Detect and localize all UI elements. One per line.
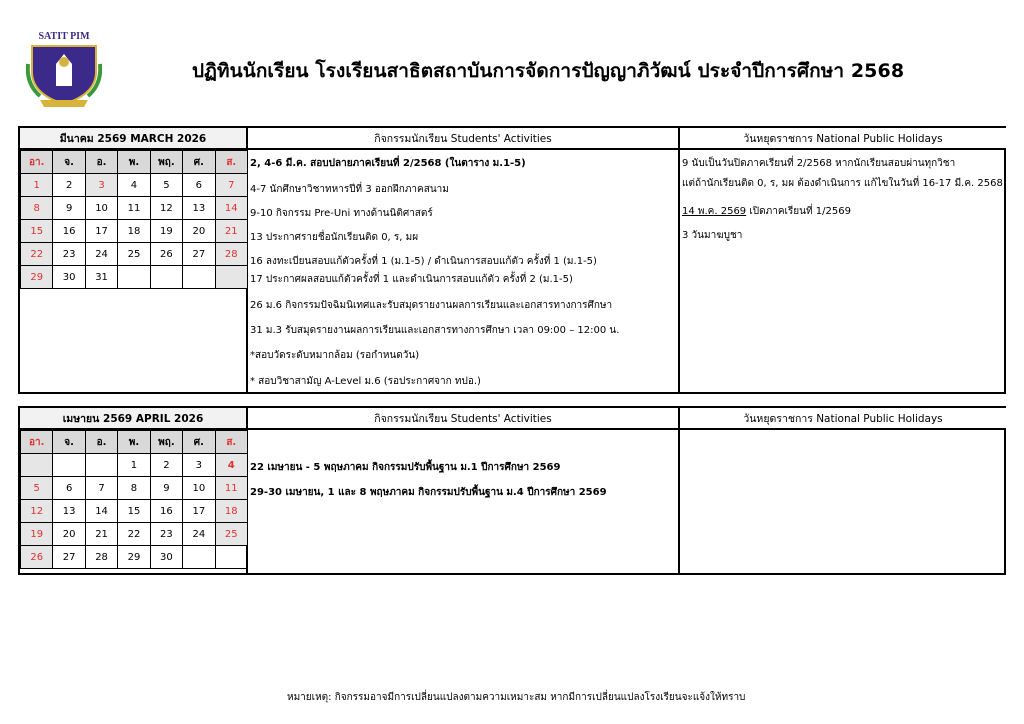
day-cell: 9 [53, 197, 85, 220]
activity-item: 29-30 เมษายน, 1 และ 8 พฤษภาคม กิจกรรมปรับพื้นฐาน ม.4 ปีการศึกษา 2569 [250, 487, 607, 498]
weekday-row [21, 151, 248, 174]
day-cell: 29 [21, 266, 53, 289]
day-cell: 10 [85, 197, 117, 220]
day-cell: 21 [215, 220, 247, 243]
day-cell: 19 [150, 220, 182, 243]
day-cell: 20 [183, 220, 215, 243]
day-cell: 23 [53, 243, 85, 266]
holiday-text: เปิดภาคเรียนที่ 1/2569 [746, 206, 851, 217]
day-cell: 27 [53, 546, 85, 569]
day-cell: 2 [150, 454, 182, 477]
calendar-week [21, 266, 248, 289]
calendar-week [21, 546, 248, 569]
day-cell: 18 [215, 500, 247, 523]
weekday-sat: ส. [215, 151, 247, 174]
march-holidays-header: วันหยุดราชการ National Public Holidays [680, 128, 1006, 150]
holiday-item: 9 นับเป็นวันปิดภาคเรียนที่ 2/2568 หากนักเรียนสอบผ่านทุกวิชา [682, 158, 956, 169]
day-cell: 15 [21, 220, 53, 243]
day-cell: 25 [215, 523, 247, 546]
april-calendar [20, 430, 248, 569]
march-calendar-header: มีนาคม 2569 MARCH 2026 [20, 128, 248, 150]
day-cell: 7 [215, 174, 247, 197]
day-cell: 26 [21, 546, 53, 569]
activity-item: 2, 4-6 มี.ค. สอบปลายภาคเรียนที่ 2/2568 (ในตาราง ม.1-5) [250, 158, 526, 169]
march-calendar [20, 150, 248, 289]
day-cell: 28 [215, 243, 247, 266]
calendar-week [21, 454, 248, 477]
day-cell: 28 [85, 546, 117, 569]
holiday-item: 3 วันมาฆบูชา [682, 230, 743, 241]
day-cell: 3 [183, 454, 215, 477]
weekday-fri: ศ. [183, 431, 215, 454]
day-cell: 17 [85, 220, 117, 243]
weekday-row [21, 431, 248, 454]
april-holidays-header: วันหยุดราชการ National Public Holidays [680, 408, 1006, 430]
day-cell: 10 [183, 477, 215, 500]
day-cell [183, 266, 215, 289]
day-cell [85, 454, 117, 477]
weekday-mon: จ. [53, 151, 85, 174]
activity-item: 22 เมษายน - 5 พฤษภาคม กิจกรรมปรับพื้นฐาน ม.1 ปีการศึกษา 2569 [250, 462, 561, 473]
day-cell: 1 [21, 174, 53, 197]
calendar-week [21, 197, 248, 220]
activity-item: 26 ม.6 กิจกรรมปัจฉิมนิเทศและรับสมุดรายงานผลการเรียนและเอกสารทางการศึกษา [250, 300, 613, 311]
weekday-mon: จ. [53, 431, 85, 454]
calendar-week [21, 243, 248, 266]
day-cell: 8 [118, 477, 150, 500]
april-activities-header: กิจกรรมนักเรียน Students' Activities [248, 408, 680, 430]
day-cell: 12 [150, 197, 182, 220]
holiday-date: 14 พ.ค. 2569 [682, 206, 747, 217]
weekday-sun: อา. [21, 431, 53, 454]
day-cell [215, 266, 247, 289]
march-section [18, 126, 1006, 394]
day-cell: 4 [215, 454, 247, 477]
day-cell: 16 [150, 500, 182, 523]
page-title: ปฏิทินนักเรียน โรงเรียนสาธิตสถาบันการจัดการปัญญาภิวัฒน์ ประจำปีการศึกษา 2568 [192, 60, 905, 82]
day-cell: 3 [85, 174, 117, 197]
day-cell: 6 [183, 174, 215, 197]
day-cell: 4 [118, 174, 150, 197]
day-cell [215, 546, 247, 569]
day-cell [21, 454, 53, 477]
day-cell [118, 266, 150, 289]
calendar-week [21, 477, 248, 500]
weekday-thu: พฤ. [150, 151, 182, 174]
logo-text: SATIT PIM [38, 31, 90, 42]
activity-item: 17 ประกาศผลสอบแก้ตัวครั้งที่ 1 และดำเนินการสอบแก้ตัว ครั้งที่ 2 (ม.1-5) [250, 274, 573, 285]
day-cell: 30 [150, 546, 182, 569]
day-cell: 24 [85, 243, 117, 266]
weekday-sat: ส. [215, 431, 247, 454]
day-cell: 16 [53, 220, 85, 243]
day-cell: 18 [118, 220, 150, 243]
day-cell: 13 [183, 197, 215, 220]
weekday-thu: พฤ. [150, 431, 182, 454]
calendar-week [21, 220, 248, 243]
day-cell: 29 [118, 546, 150, 569]
day-cell: 26 [150, 243, 182, 266]
march-activities-header: กิจกรรมนักเรียน Students' Activities [248, 128, 680, 150]
day-cell: 22 [118, 523, 150, 546]
day-cell: 22 [21, 243, 53, 266]
day-cell: 15 [118, 500, 150, 523]
activity-item: 4-7 นักศึกษาวิชาทหารปีที่ 3 ออกฝึกภาคสนาม [250, 184, 449, 195]
day-cell: 23 [150, 523, 182, 546]
day-cell: 14 [215, 197, 247, 220]
activity-item: 31 ม.3 รับสมุดรายงานผลการเรียนและเอกสารทางการศึกษา เวลา 09:00 – 12:00 น. [250, 325, 620, 336]
activity-item: 13 ประกาศรายชื่อนักเรียนติด 0, ร, มผ [250, 232, 419, 243]
day-cell: 8 [21, 197, 53, 220]
day-cell: 12 [21, 500, 53, 523]
day-cell: 21 [85, 523, 117, 546]
weekday-wed: พ. [118, 151, 150, 174]
day-cell: 7 [85, 477, 117, 500]
day-cell: 6 [53, 477, 85, 500]
day-cell: 20 [53, 523, 85, 546]
calendar-week [21, 174, 248, 197]
day-cell: 13 [53, 500, 85, 523]
day-cell: 24 [183, 523, 215, 546]
day-cell: 31 [85, 266, 117, 289]
weekday-wed: พ. [118, 431, 150, 454]
weekday-fri: ศ. [183, 151, 215, 174]
calendar-week [21, 523, 248, 546]
footnote: หมายเหตุ: กิจกรรมอาจมีการเปลี่ยนแปลงตามความเหมาะสม หากมีการเปลี่ยนแปลงโรงเรียนจะแจ้งให้ทราบ [287, 692, 746, 703]
day-cell: 11 [215, 477, 247, 500]
day-cell: 19 [21, 523, 53, 546]
activity-item: 16 ลงทะเบียนสอบแก้ตัวครั้งที่ 1 (ม.1-5) / ดำเนินการสอบแก้ตัว ครั้งที่ 1 (ม.1-5) [250, 256, 597, 267]
day-cell: 25 [118, 243, 150, 266]
activity-item: * สอบวิชาสามัญ A-Level ม.6 (รอประกาศจาก ทปอ.) [250, 376, 481, 387]
weekday-tue: อ. [85, 431, 117, 454]
day-cell: 5 [150, 174, 182, 197]
april-calendar-header: เมษายน 2569 APRIL 2026 [20, 408, 248, 430]
holiday-item: แต่ถ้านักเรียนติด 0, ร, มผ ต้องดำเนินการ แก้ไขในวันที่ 16-17 มี.ค. 2568 [682, 178, 1003, 189]
april-section [18, 406, 1006, 575]
holiday-item [682, 204, 851, 219]
activity-item: *สอบวัดระดับหมากล้อม (รอกำหนดวัน) [250, 350, 420, 361]
day-cell [183, 546, 215, 569]
activity-item: 9-10 กิจกรรม Pre-Uni ทางด้านนิติศาสตร์ [250, 208, 433, 219]
school-crest-icon [26, 24, 102, 108]
day-cell: 14 [85, 500, 117, 523]
day-cell [150, 266, 182, 289]
weekday-tue: อ. [85, 151, 117, 174]
day-cell [53, 454, 85, 477]
day-cell: 30 [53, 266, 85, 289]
day-cell: 5 [21, 477, 53, 500]
day-cell: 27 [183, 243, 215, 266]
day-cell: 2 [53, 174, 85, 197]
calendar-week [21, 500, 248, 523]
day-cell: 9 [150, 477, 182, 500]
day-cell: 11 [118, 197, 150, 220]
weekday-sun: อา. [21, 151, 53, 174]
day-cell: 17 [183, 500, 215, 523]
day-cell: 1 [118, 454, 150, 477]
